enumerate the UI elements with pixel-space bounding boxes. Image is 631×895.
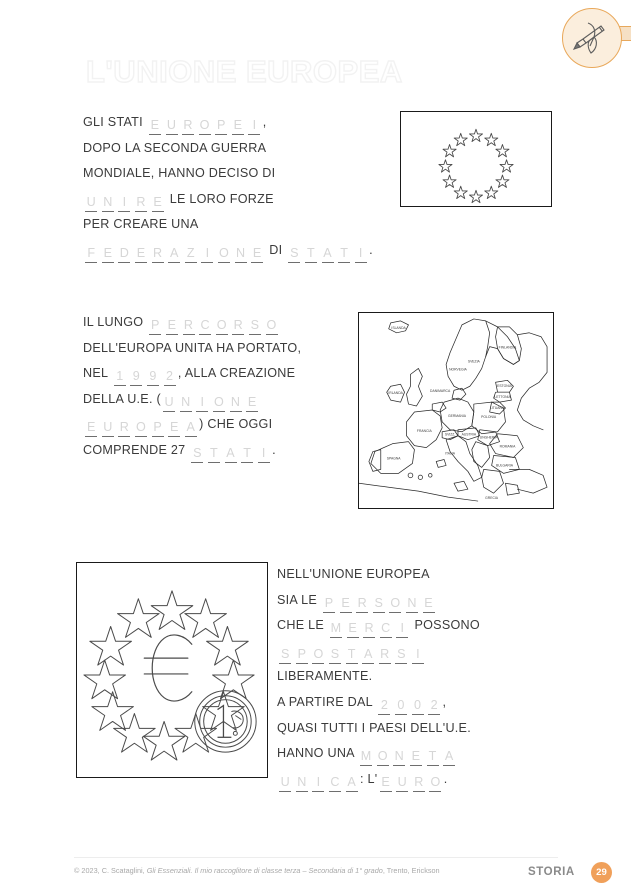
answer-blank[interactable]: I [196,394,208,412]
static-text: A PARTIRE DAL [277,694,377,709]
answer-blank[interactable]: M [360,748,372,766]
answer-blank[interactable]: E [380,774,392,792]
paintbrush-icon [588,23,596,53]
exercise-line [277,664,567,690]
answer-blank[interactable]: E [410,748,422,766]
answer-blank[interactable]: E [423,595,435,613]
svg-text:DANIMARCA: DANIMARCA [430,389,451,394]
answer-blank[interactable]: P [152,419,164,437]
subject-label: STORIA [528,866,575,878]
answer-blank-group[interactable] [377,772,443,789]
answer-blank-group[interactable] [147,315,280,332]
answer-blank[interactable]: Z [185,245,197,263]
answer-blank-group[interactable] [286,243,369,260]
credit-prefix: © 2023, C. Scataglini, [74,866,147,875]
static-text: GLI STATI [83,115,147,129]
static-text: COMPRENDE 27 [83,442,190,457]
static-text: IL LUNGO [83,315,148,329]
exercise-line [83,336,363,362]
answer-blank[interactable]: T [305,245,317,263]
static-text: DOPO LA SECONDA GUERRA [83,140,267,155]
exercise-line [83,187,393,213]
answer-blank[interactable]: T [346,646,358,664]
answer-blank[interactable]: O [429,774,441,792]
static-text: PER CREARE UNA [83,217,199,232]
exercise-line [83,161,393,187]
answer-blank[interactable]: E [152,194,164,212]
copyright-credit [74,866,440,875]
answer-blank[interactable]: U [163,394,175,412]
exercise-line [277,690,567,716]
answer-blank[interactable]: I [201,245,213,263]
answer-blank[interactable]: R [135,194,147,212]
svg-text:UNGHERIA: UNGHERIA [479,435,498,440]
static-text: DELL'EUROPA UNITA HA PORTATO, [83,340,302,355]
answer-blank[interactable]: E [102,245,114,263]
answer-blank-group[interactable] [189,443,272,460]
answer-blank[interactable]: S [329,646,341,664]
exercise-line [83,438,363,464]
answer-blank[interactable]: 2 [378,697,390,715]
exercise-line [277,639,567,665]
answer-blank[interactable]: E [85,419,97,437]
answer-blank[interactable]: U [85,194,97,212]
exercise-paragraph-2 [83,310,363,464]
answer-blank[interactable]: A [362,646,374,664]
answer-blank-group[interactable] [147,115,263,132]
answer-blank-group[interactable] [161,392,261,409]
answer-blank[interactable]: E [251,245,263,263]
answer-blank[interactable]: P [215,117,227,135]
answer-blank[interactable]: N [393,748,405,766]
answer-blank[interactable]: C [380,620,392,638]
answer-blank[interactable]: R [183,317,195,335]
svg-text:FRANCIA: FRANCIA [416,428,432,433]
answer-blank[interactable]: A [185,419,197,437]
answer-blank[interactable]: O [389,595,401,613]
static-text: HANNO UNA [277,746,358,761]
credit-title: Gli Essenziali. Il mio raccoglitore di classe terza – Secondaria di 1° grado [146,866,383,875]
answer-blank[interactable]: N [102,194,114,212]
answer-blank[interactable]: I [248,117,260,135]
answer-blank[interactable]: E [135,245,147,263]
answer-blank[interactable]: R [118,419,130,437]
answer-blank[interactable]: S [395,646,407,664]
answer-blank[interactable]: O [377,748,389,766]
svg-text:ESTONIA: ESTONIA [497,384,512,389]
answer-blank[interactable]: O [213,394,225,412]
answer-blank[interactable]: O [312,646,324,664]
static-text: DI [265,242,287,257]
answer-blank-group[interactable] [358,746,458,764]
answer-blank[interactable]: S [279,646,291,664]
answer-blank[interactable]: 2 [164,368,176,386]
answer-blank[interactable]: 0 [412,697,424,715]
svg-text:ITALIA: ITALIA [445,451,456,456]
static-text: QUASI TUTTI I PAESI DELL'U.E. [277,720,471,735]
svg-text:FINLANDIA: FINLANDIA [498,345,517,350]
badge-circle [562,8,622,68]
exercise-line [277,767,567,793]
page-title: L'UNIONE EUROPEA [86,54,403,89]
answer-blank[interactable]: O [199,117,211,135]
answer-blank[interactable]: P [323,595,335,613]
exercise-line [83,412,363,438]
static-text: CHE LE [277,618,328,633]
page-number-badge: 29 [591,862,612,883]
answer-blank[interactable]: E [347,620,359,638]
answer-blank[interactable]: P [296,646,308,664]
svg-text:SVEZIA: SVEZIA [467,359,480,364]
pencil-icon [574,26,604,49]
answer-blank[interactable]: I [258,445,270,463]
answer-blank-group[interactable] [376,695,442,712]
static-text: ) CHE OGGI [199,417,273,432]
answer-blank[interactable]: T [241,445,253,463]
answer-blank[interactable]: R [182,117,194,135]
answer-blank[interactable]: A [346,774,358,792]
svg-text:GERMANIA: GERMANIA [448,413,466,418]
svg-text:AUSTRIA: AUSTRIA [461,432,477,437]
svg-text:LETTONIA: LETTONIA [494,395,511,400]
svg-text:POLONIA: POLONIA [481,414,497,419]
answer-blank[interactable]: 0 [395,697,407,715]
answer-blank[interactable]: C [329,774,341,792]
answer-blank[interactable]: M [330,620,342,638]
answer-blank-group[interactable] [328,618,411,636]
exercise-line [277,716,567,742]
answer-blank-group[interactable] [83,243,266,260]
answer-blank[interactable]: T [338,245,350,263]
europe-outline-map [358,312,554,509]
static-text: NEL [83,366,112,381]
answer-blank[interactable]: S [288,245,300,263]
answer-blank[interactable]: D [118,245,130,263]
answer-blank[interactable]: E [340,595,352,613]
static-text: . [443,771,448,786]
answer-blank[interactable]: N [406,595,418,613]
answer-blank[interactable]: R [356,595,368,613]
answer-blank[interactable]: I [355,245,367,263]
answer-blank[interactable]: R [379,646,391,664]
exercise-line [277,562,567,588]
exercise-line [83,310,363,336]
static-text: DELLA U.E. ( [83,391,161,406]
answer-blank[interactable]: T [208,445,220,463]
one-euro-coin [195,691,256,752]
exercise-line [83,136,393,162]
answer-blank-group[interactable] [277,644,426,661]
exercise-line [83,238,393,264]
exercise-line [83,212,393,238]
static-text: : L' [359,771,378,786]
answer-blank[interactable]: E [149,117,161,135]
static-text: , ALLA CREAZIONE [177,366,296,381]
answer-blank[interactable]: E [168,419,180,437]
answer-blank[interactable]: P [149,317,161,335]
answer-blank[interactable]: S [191,445,203,463]
answer-blank[interactable]: 1 [114,368,126,386]
svg-text:SVIZZ.: SVIZZ. [444,432,456,437]
answer-blank[interactable]: E [166,317,178,335]
answer-blank[interactable]: R [152,245,164,263]
answer-blank[interactable]: U [102,419,114,437]
footer-divider [74,857,558,858]
answer-blank-group[interactable] [277,772,360,789]
answer-blank[interactable]: U [396,774,408,792]
answer-blank[interactable]: C [199,317,211,335]
answer-blank[interactable]: O [135,419,147,437]
svg-text:ISLANDA: ISLANDA [391,325,406,330]
svg-text:LITUANIA: LITUANIA [490,406,506,411]
svg-text:SPAGNA: SPAGNA [386,456,401,461]
answer-blank[interactable]: N [235,245,247,263]
answer-blank[interactable]: I [118,194,130,212]
static-text: . [272,442,276,457]
exercise-line [83,387,363,413]
answer-blank[interactable]: 2 [428,697,440,715]
answer-blank[interactable]: N [296,774,308,792]
svg-text:IRLANDA: IRLANDA [388,391,403,396]
craft-activity-badge [562,8,624,70]
exercise-line [277,588,567,614]
static-text: , [262,115,267,129]
answer-blank-group[interactable] [112,366,178,384]
answer-blank[interactable]: I [412,646,424,664]
answer-blank[interactable]: R [413,774,425,792]
credit-suffix: , Trento, Erickson [382,866,440,875]
answer-blank[interactable]: A [225,445,237,463]
static-text: , [442,694,447,709]
static-text: MONDIALE, HANNO DECISO DI [83,166,276,181]
answer-blank-group[interactable] [83,192,166,209]
svg-text:NORVEGIA: NORVEGIA [449,367,467,372]
answer-blank[interactable]: U [166,117,178,135]
euro-sign-glyph [144,635,192,701]
answer-blank[interactable]: F [85,245,97,263]
exercise-line [83,110,393,136]
answer-blank[interactable]: O [216,317,228,335]
answer-blank[interactable]: A [322,245,334,263]
answer-blank[interactable]: S [249,317,261,335]
answer-blank-group[interactable] [83,417,199,435]
static-text: POSSONO [410,618,480,633]
svg-text:ROMANIA: ROMANIA [499,444,516,449]
exercise-paragraph-1 [83,110,393,264]
exercise-line [277,741,567,767]
answer-blank[interactable]: A [443,748,455,766]
answer-blank[interactable]: U [279,774,291,792]
answer-blank[interactable]: O [266,317,278,335]
exercise-line [277,613,567,639]
exercise-paragraph-3 [277,562,567,792]
svg-text:GRECIA: GRECIA [485,496,499,501]
answer-blank[interactable]: 9 [130,368,142,386]
static-text: SIA LE [277,592,321,607]
answer-blank[interactable]: N [230,394,242,412]
answer-blank[interactable]: E [246,394,258,412]
answer-blank[interactable]: T [427,748,439,766]
answer-blank-group[interactable] [321,593,437,610]
eu-flag-illustration [400,111,552,207]
answer-blank[interactable]: I [312,774,324,792]
static-text: . [369,242,373,257]
static-text: LIBERAMENTE. [277,669,373,684]
answer-blank[interactable]: R [363,620,375,638]
svg-text:BULGARIA: BULGARIA [496,463,513,468]
static-text: NELL'UNIONE EUROPEA [277,567,430,581]
answer-blank[interactable]: O [218,245,230,263]
answer-blank[interactable]: A [168,245,180,263]
answer-blank[interactable]: 9 [147,368,159,386]
answer-blank[interactable]: I [396,620,408,638]
answer-blank[interactable]: E [232,117,244,135]
euro-symbol-with-stars-illustration [76,562,268,778]
static-text: LE LORO FORZE [165,191,274,206]
answer-blank[interactable]: R [232,317,244,335]
answer-blank[interactable]: N [180,394,192,412]
exercise-line [83,361,363,387]
answer-blank[interactable]: S [373,595,385,613]
